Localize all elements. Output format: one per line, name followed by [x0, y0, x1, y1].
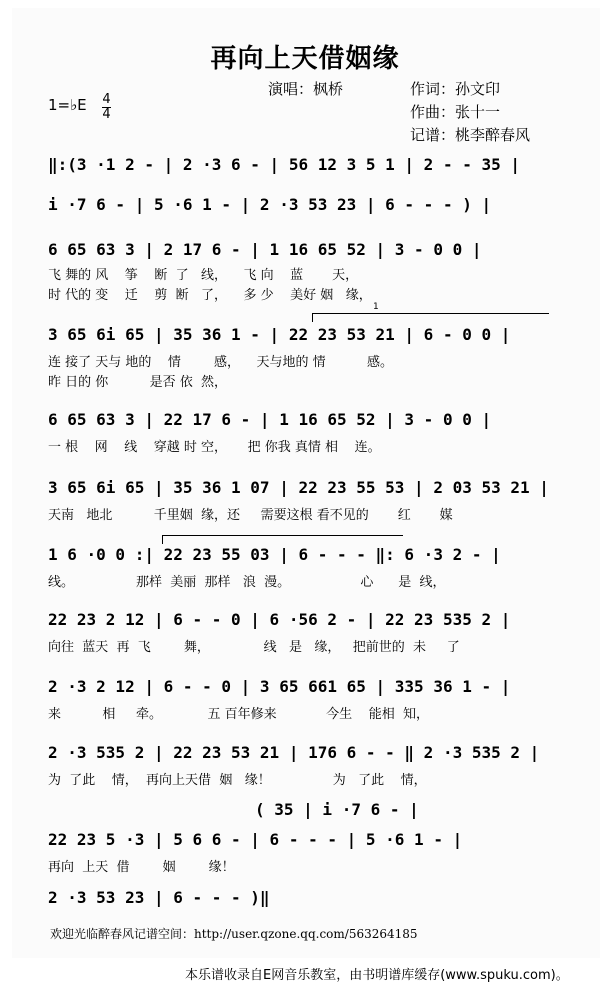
- notation-line: 2 ·3 53 23 | 6 - - - )‖: [48, 888, 270, 907]
- lyric-line: 时 代的 变 迁 剪 断 了， 多 少 美好 姻 缘，: [48, 288, 372, 303]
- lyric-line: 线。 那样 美丽 那样 浪 漫。 心 是 线，: [48, 575, 446, 590]
- lyric-line: 为 了此 情， 再向上天借 姻 缘！ 为 了此 情，: [48, 773, 427, 788]
- lyricist-credit: 作词：孙文印: [410, 80, 501, 98]
- lyric-line: 向往 蓝天 再 飞 舞， 线 是 缘， 把前世的 未 了: [48, 640, 460, 655]
- lyric-line: 连 接了 天与 地的 情 感， 天与地的 情 感。: [48, 355, 393, 370]
- notation-line: 3 65 6i 65 | 35 36 1 07 | 22 23 55 53 | 2 03 53 21 |: [48, 478, 549, 497]
- source-notice: 本乐谱收录自E网音乐教室，由书明谱库缓存(www.spuku.com)。: [185, 968, 569, 983]
- lyric-line: 昨 日的 你 是否 依 然，: [48, 375, 227, 390]
- lyric-line: 天南 地北 千里姻 缘，还 需要这根 看不见的 红 媒: [48, 508, 453, 523]
- lyric-line: 再向 上天 借 姻 缘！: [48, 860, 235, 875]
- composer-credit: 作曲：张十一: [410, 103, 501, 121]
- notation-line: 1 6 ·0 0 :| 22 23 55 03 | 6 - - - ‖: 6 ·3 2 - |: [48, 545, 501, 564]
- key-signature: 1=♭E: [48, 96, 87, 114]
- notation-line: 3 65 6i 65 | 35 36 1 - | 22 23 53 21 | 6 - 0 0 |: [48, 325, 511, 344]
- notation-line: 2 ·3 2 12 | 6 - - 0 | 3 65 661 65 | 335 36 1 - |: [48, 677, 511, 696]
- notation-line: i ·7 6 - | 5 ·6 1 - | 2 ·3 53 23 | 6 - - - ) |: [48, 195, 492, 214]
- notation-line: 6 65 63 3 | 2 17 6 - | 1 16 65 52 | 3 - 0 0 |: [48, 240, 482, 259]
- lyric-line: 来 相 牵。 五 百年修来 今生 能相 知，: [48, 707, 429, 722]
- song-title: 再向上天借姻缘: [210, 44, 400, 74]
- time-signature: [102, 94, 111, 121]
- notation-line: 22 23 2 12 | 6 - - 0 | 6 ·56 2 - | 22 23 535 2 |: [48, 610, 511, 629]
- singer-credit: 演唱：枫桥: [268, 80, 344, 98]
- notation-line: ‖:(3 ·1 2 - | 2 ·3 6 - | 56 12 3 5 1 | 2 - - 35 |: [48, 155, 521, 174]
- notation-line: 22 23 5 ·3 | 5 6 6 - | 6 - - - | 5 ·6 1 - |: [48, 830, 463, 849]
- transcriber-credit: 记谱：桃李醉春风: [410, 126, 531, 144]
- first-ending-bracket: [312, 302, 549, 322]
- volta-label: 1: [373, 302, 379, 312]
- lyric-line: 飞 舞的 风 筝 断 了 线， 飞 向 蓝 天，: [48, 268, 359, 283]
- notation-line: 2 ·3 535 2 | 22 23 53 21 | 176 6 - - ‖ 2 ·3 535 2 |: [48, 743, 540, 762]
- notation-line: 6 65 63 3 | 22 17 6 - | 1 16 65 52 | 3 - 0 0 |: [48, 410, 492, 429]
- second-ending-bracket: [162, 535, 403, 544]
- notation-line: ( 35 | i ·7 6 - |: [255, 800, 419, 819]
- time-signature-top: 4: [102, 92, 111, 107]
- time-signature-bottom: 4: [102, 107, 111, 122]
- footer-link-text: 欢迎光临醉春风记谱空间：http://user.qzone.qq.com/563264185: [50, 927, 418, 941]
- lyric-line: 一 根 网 线 穿越 时 空， 把 你我 真情 相 连。: [48, 440, 381, 455]
